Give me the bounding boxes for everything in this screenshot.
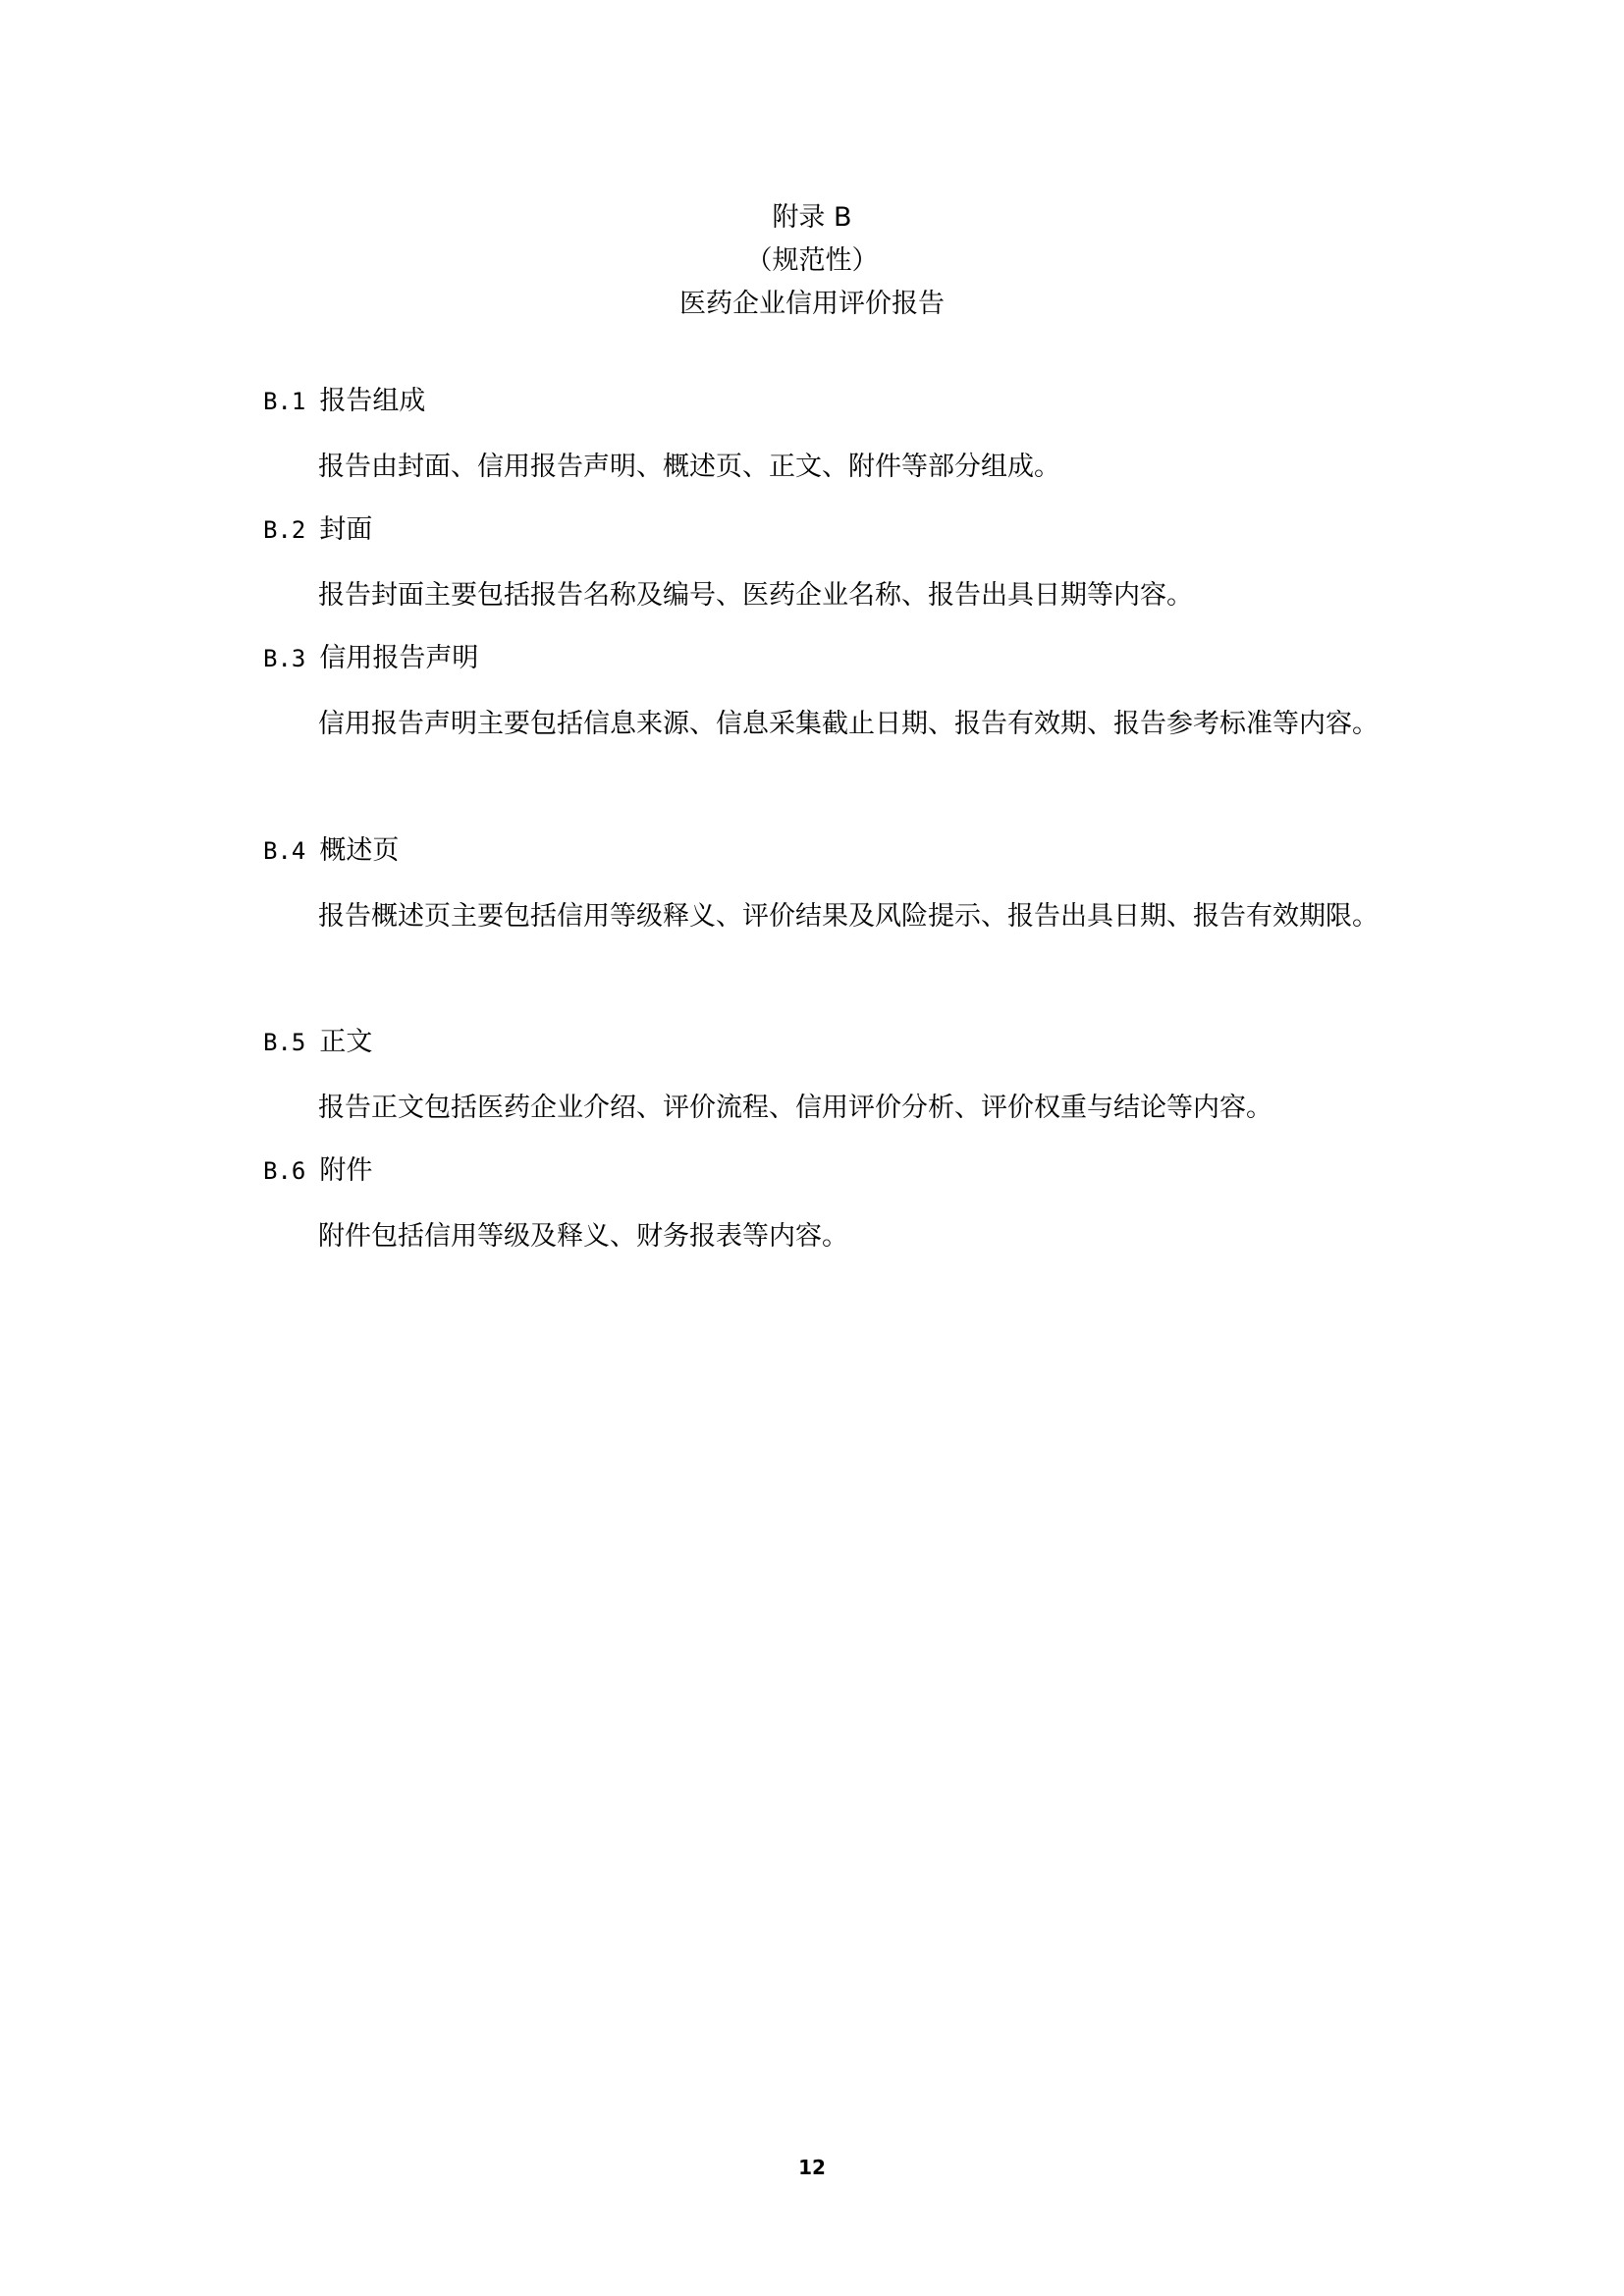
section-paragraph-b4: 报告概述页主要包括信用等级释义、评价结果及风险提示、报告出具日期、报告有效期限。 bbox=[318, 901, 1379, 932]
section-number: B.6 bbox=[263, 1157, 306, 1185]
section-heading-b6 bbox=[263, 1151, 372, 1191]
section-heading-b5 bbox=[263, 1023, 372, 1062]
section-title: 附件 bbox=[319, 1155, 373, 1186]
appendix-title: 医药企业信用评价报告 bbox=[679, 289, 945, 319]
page-number: 12 bbox=[798, 2156, 826, 2179]
section-title: 正文 bbox=[319, 1027, 373, 1057]
appendix-header bbox=[0, 196, 1624, 326]
section-paragraph-b6: 附件包括信用等级及释义、财务报表等内容。 bbox=[318, 1221, 848, 1252]
section-heading-b4 bbox=[263, 831, 399, 871]
section-number: B.4 bbox=[263, 837, 306, 865]
section-title: 概述页 bbox=[319, 835, 400, 866]
section-heading-b2 bbox=[263, 510, 372, 550]
section-number: B.1 bbox=[263, 388, 306, 415]
section-paragraph-b3: 信用报告声明主要包括信息来源、信息采集截止日期、报告有效期、报告参考标准等内容。 bbox=[318, 709, 1379, 739]
section-heading-b3 bbox=[263, 639, 478, 678]
section-paragraph-b1: 报告由封面、信用报告声明、概述页、正文、附件等部分组成。 bbox=[318, 452, 1060, 482]
section-title: 报告组成 bbox=[319, 386, 426, 416]
section-paragraph-b5: 报告正文包括医药企业介绍、评价流程、信用评价分析、评价权重与结论等内容。 bbox=[318, 1093, 1272, 1123]
section-title: 封面 bbox=[319, 514, 373, 545]
section-heading-b1 bbox=[263, 382, 425, 421]
section-number: B.2 bbox=[263, 516, 306, 544]
section-title: 信用报告声明 bbox=[319, 643, 479, 673]
section-paragraph-b2: 报告封面主要包括报告名称及编号、医药企业名称、报告出具日期等内容。 bbox=[318, 580, 1193, 611]
appendix-nature: （规范性） bbox=[745, 245, 879, 276]
section-number: B.5 bbox=[263, 1029, 306, 1056]
appendix-label: 附录 B bbox=[772, 202, 852, 233]
section-number: B.3 bbox=[263, 645, 306, 672]
